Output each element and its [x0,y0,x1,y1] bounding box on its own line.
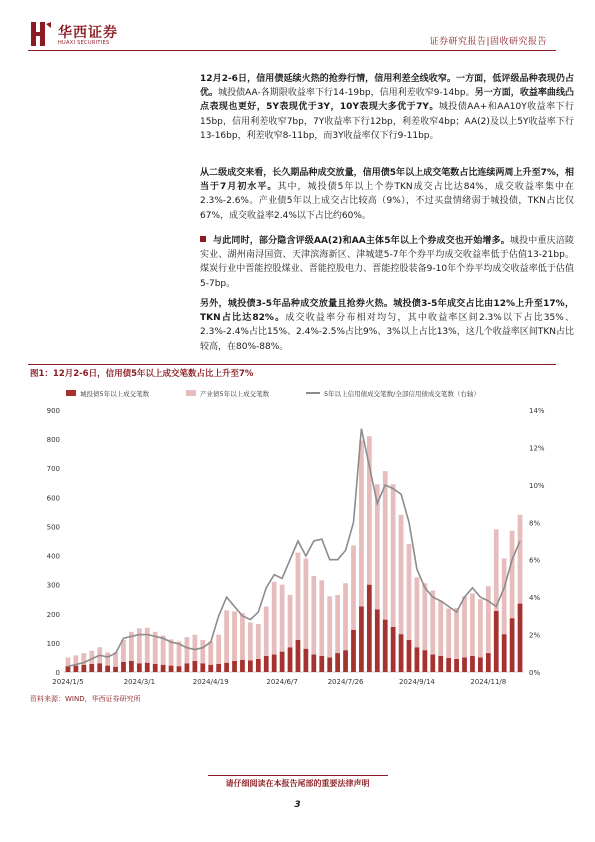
trading-share-chart [28,382,556,692]
header-divider [28,50,556,51]
y-left-tick-label: 800 [46,436,60,445]
bar-chengtou [446,658,451,672]
p3-lead: 与此同时，部分隐含评级AA(2)和AA主体5年以上个券成交也开始增多。 [213,236,510,246]
paragraph-2 [200,166,574,223]
bar-chanye [304,558,309,648]
bar-chengtou [518,604,523,672]
bar-chanye [438,601,443,656]
bar-chengtou [375,609,380,672]
bar-chanye [216,635,221,664]
paragraph-4 [200,297,574,354]
bar-chanye [359,441,364,607]
legend-label: 城投债5年以上成交笔数 [80,390,150,398]
y-right-tick-label: 8% [529,519,541,528]
bar-chengtou [470,656,475,672]
bar-chengtou [343,650,348,672]
bar-chengtou [153,664,158,672]
bar-chengtou [177,666,182,672]
bar-chanye [430,590,435,654]
bar-chanye [478,599,483,657]
bar-chengtou [430,655,435,672]
bar-chengtou [121,662,126,672]
bar-chengtou [462,657,467,672]
x-tick-label: 2024/7/26 [327,678,364,686]
bar-chengtou [232,661,237,672]
bar-chengtou [89,664,94,672]
bar-chengtou [438,656,443,672]
paragraph-3 [200,234,574,291]
bar-chanye [518,515,523,604]
bar-chanye [319,580,324,656]
line-share-5y [68,429,520,667]
bar-chengtou [129,661,134,672]
bar-chanye [311,576,316,655]
bar-chengtou [208,665,213,672]
x-tick-label: 2024/3/1 [123,678,156,686]
bar-chanye [192,635,197,661]
bar-chengtou [296,640,301,672]
legend-swatch [186,390,196,396]
bar-chanye [502,558,507,634]
y-right-tick-label: 6% [529,556,541,565]
bar-chengtou [351,630,356,672]
legal-notice: 请仔细阅读在本报告尾部的重要法律声明 [225,779,370,788]
bar-chanye [446,609,451,658]
bar-chengtou [161,665,166,672]
bar-chengtou [288,647,293,672]
bar-chengtou [415,647,420,672]
legend-swatch [66,390,76,396]
p1-text: 城投债AA-各期限收益率下行14-19bp，信用利差收窄9-14bp。 [218,88,475,99]
p4-lead: 另外，城投债3-5年品种成交放量且抢券火热。城投债3-5年成交占比由12%上升至17%，TKN占比达82%。 [200,299,574,324]
bar-chengtou [367,585,372,672]
x-tick-label: 2024/11/8 [470,678,507,686]
y-left-tick-label: 600 [46,494,60,503]
bar-chengtou [216,664,221,672]
bar-chengtou [383,620,388,672]
bar-chanye [208,641,213,664]
bar-chanye [422,583,427,650]
bar-chengtou [256,659,261,672]
p3-text: 城投中重庆涪陵实业、湖州南浔国资、天津滨海新区、津城建5-7年个券平均成交收益率低于估值13-21bp。煤炭行业中晋能控股煤业、晋能控股电力、晋能控股装备9-10年个券平均成交收益率低于估值5-7bp。 [200,236,574,289]
bar-chanye [248,623,253,661]
bar-chanye [121,640,126,662]
legend-label: 产业债5年以上成交笔数 [200,390,270,398]
bar-chanye [232,611,237,660]
bar-chanye [256,624,261,659]
bar-chanye [200,640,205,663]
y-right-tick-label: 12% [529,444,545,453]
bar-chanye [264,607,269,656]
bar-chanye [66,657,71,666]
bar-chanye [240,613,245,660]
bar-chengtou [454,659,459,672]
bar-chengtou [264,656,269,672]
y-right-tick-label: 2% [529,631,541,640]
bar-chanye [224,610,229,662]
y-left-tick-label: 500 [46,523,60,532]
figure-source: 资料来源：WIND，华西证券研究所 [30,695,141,703]
bar-chanye [185,637,190,663]
x-tick-label: 2024/6/7 [266,678,298,686]
bar-chanye [335,595,340,653]
bar-chanye [470,593,475,656]
p4-text: 成交收益率分布相对均匀，其中收益率区间2.3%以下占比35%、2.3%-2.4%占比15%、2.4%-2.5%占比9%、3%以上占比13%，这几个收益率区间TKN占比较高，在80%-88%。 [200,313,574,352]
y-left-tick-label: 0 [55,669,60,677]
paragraph-1 [200,72,574,143]
x-tick-label: 2024/9/14 [398,678,435,686]
y-left-tick-label: 900 [46,407,60,415]
bar-chengtou [272,655,277,672]
p1-text-2: 城投债AA+和AA10Y收益率下行15bp，信用利差收窄7bp，7Y收益率下行12bp，利差收窄4bp；AA(2)及以上5Y收益率下行13-16bp，利差收窄8-11bp，而3Y收益率仅下行9-11bp。 [200,102,574,141]
company-logo [30,18,160,54]
y-left-tick-label: 100 [46,639,60,648]
p1-lead-2: 另一方面，收益率曲线凸点表现也更好，5Y表现优于3Y，10Y表现大多优于7Y。 [200,88,574,113]
bar-chanye [486,586,491,653]
brand-name: 华西证券 [58,25,118,41]
bar-chengtou [185,663,190,672]
bar-chengtou [478,657,483,672]
bar-chanye [510,531,515,618]
bar-chanye [272,582,277,655]
bar-chengtou [192,661,197,672]
y-right-tick-label: 10% [529,481,545,490]
bar-chengtou [486,653,491,672]
bar-chengtou [97,663,102,672]
bar-chengtou [304,649,309,672]
bar-chanye [383,471,388,619]
y-left-tick-label: 700 [46,465,60,474]
bar-chanye [407,544,412,640]
bar-chengtou [66,666,71,672]
bar-chanye [169,639,174,665]
bar-chengtou [169,666,174,672]
bar-chanye [343,583,348,650]
bar-chanye [288,595,293,647]
y-left-tick-label: 200 [46,610,60,619]
p2-lead: 从二级成交来看，长久期品种成交放量，信用债5年以上成交笔数占比连续两周上升至7%，相当于7月初水平。 [200,168,574,193]
bar-chengtou [510,618,515,672]
bar-chengtou [407,640,412,672]
bar-chengtou [137,663,142,672]
brand-name-en: HUAXI SECURITIES [58,40,110,46]
bar-chanye [280,585,285,652]
bar-chanye [145,628,150,663]
bar-chengtou [113,667,118,672]
figure-divider [28,364,556,365]
bar-chengtou [200,663,205,672]
report-section-label: 证券研究报告|固收研究报告 [429,37,547,47]
bar-chengtou [399,634,404,672]
bar-chengtou [494,611,499,672]
bar-chengtou [422,650,427,672]
x-tick-label: 2024/1/5 [52,678,84,686]
bar-chengtou [327,657,332,672]
page-number: 3 [294,800,301,810]
bar-chanye [391,484,396,627]
bar-chanye [399,515,404,634]
bar-chanye [454,608,459,659]
figure-title: 图1：12月2-6日，信用债5年以上成交笔数占比上升至7% [30,369,254,379]
footer-divider [208,775,388,776]
bar-chengtou [224,663,229,672]
bar-chanye [351,545,356,629]
bar-chengtou [145,663,150,672]
bar-chengtou [240,660,245,672]
bar-chanye [494,529,499,611]
bar-chanye [327,596,332,657]
p2-text: 其中，城投债5年以上个券TKN成交占比达84%，成交收益率集中在2.3%-2.6%。产业债5年以上成交占比较高（9%），不过买盘情绪弱于城投债，TKN占比仅67%，成交收益率2.4%以下占比约60%。 [200,182,574,221]
y-left-tick-label: 300 [46,581,60,590]
bar-chanye [415,577,420,647]
bar-chengtou [359,607,364,673]
bar-chengtou [391,627,396,672]
p1-lead: 12月2-6日，信用债延续火热的抢券行情，信用利差全线收窄。一方面，低评级品种表现仍占优。 [200,74,574,99]
legend-label: 5年以上信用债成交笔数/全部信用债成交笔数（右轴） [324,390,480,398]
bar-chanye [296,553,301,640]
bullet-square-icon [200,236,206,242]
y-right-tick-label: 0% [529,669,541,677]
bar-chanye [105,652,110,665]
y-right-tick-label: 14% [529,407,545,415]
x-tick-label: 2024/4/19 [192,678,229,686]
bar-chengtou [81,665,86,672]
bar-chengtou [280,652,285,672]
bar-chengtou [311,655,316,672]
y-right-tick-label: 4% [529,594,541,603]
bar-chengtou [335,653,340,672]
bar-chanye [137,628,142,663]
bar-chengtou [105,666,110,672]
bar-chengtou [74,666,79,672]
huaxi-logo-icon [30,20,52,48]
bar-chanye [462,596,467,657]
bar-chengtou [319,656,324,672]
bar-chengtou [502,634,507,672]
y-left-tick-label: 400 [46,552,60,561]
bar-chengtou [248,660,253,672]
